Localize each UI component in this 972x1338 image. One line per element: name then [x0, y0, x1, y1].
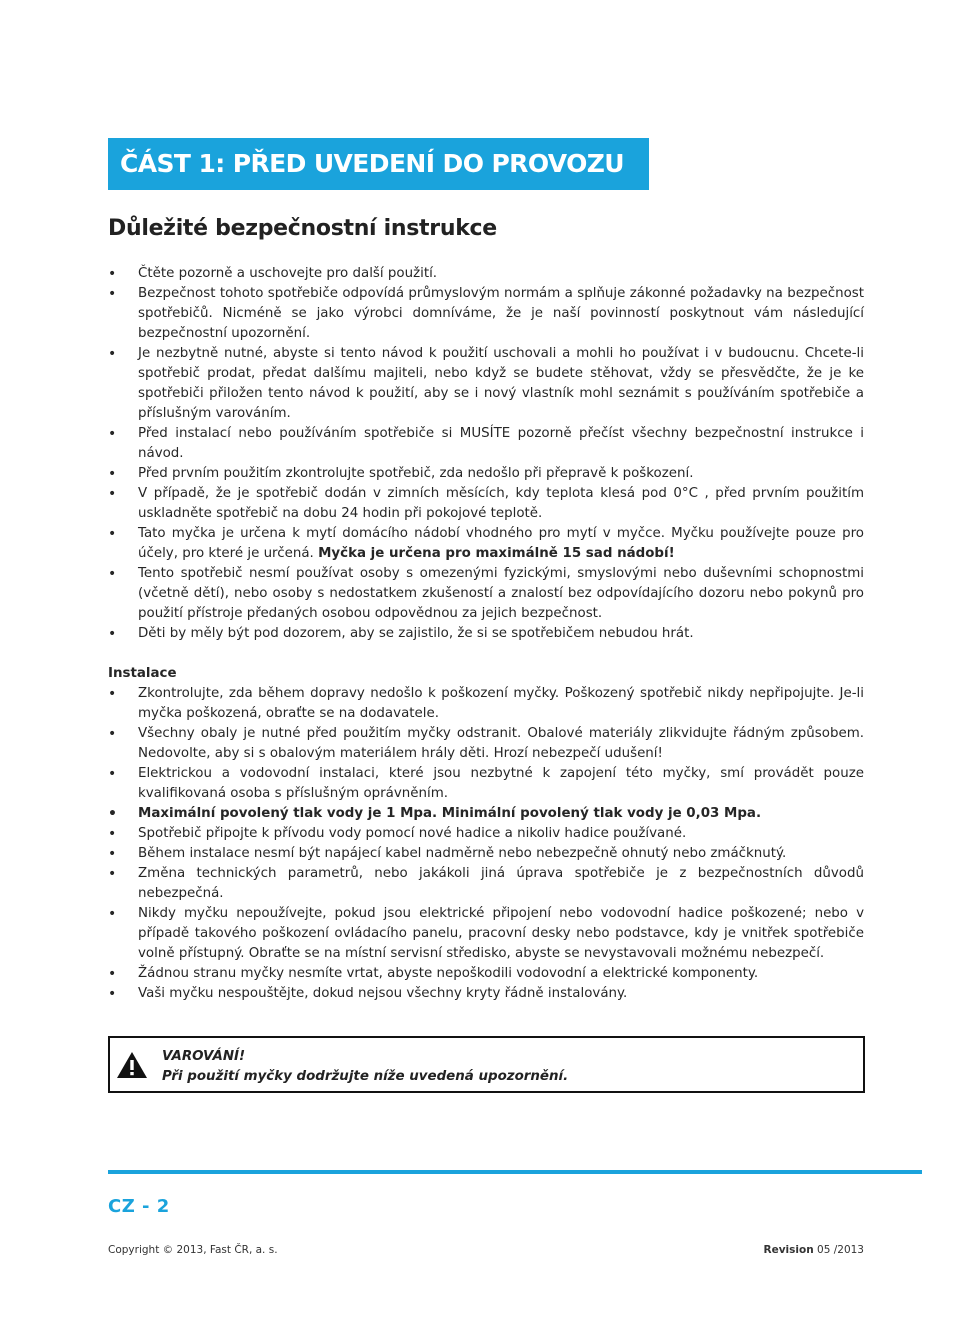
warning-title: VAROVÁNÍ!: [162, 1049, 246, 1064]
list-item: • Tento spotřebič nesmí používat osoby s omezenými fyzickými, smyslovými nebo duševními schopnostmi (včetně dětí), nebo osoby s nedostatkem zkušeností a znalostí bez odpovídajícího dozoru nebo pokynů pro použití přístroje předaných osobou odpovědnou za jejich bezpečnost.: [108, 564, 864, 624]
main-content: [108, 264, 864, 1004]
capacity-bold-text: Myčka je určena pro maximálně 15 sad nádobí!: [318, 546, 675, 561]
footer-divider: [108, 1170, 922, 1174]
list-item: • Během instalace nesmí být napájecí kabel nadměrně nebo nebezpečně ohnutý nebo zmáčknutý.: [108, 844, 864, 864]
warning-box: [108, 1036, 865, 1093]
page-number: CZ - 2: [108, 1196, 170, 1217]
warning-triangle-icon: [116, 1051, 148, 1079]
list-item: • Změna technických parametrů, nebo jakákoli jiná úprava spotřebiče je z bezpečnostních důvodů nebezpečná.: [108, 864, 864, 904]
list-item: • Zkontrolujte, zda během dopravy nedošlo k poškození myčky. Poškozený spotřebič nikdy nepřipojujte. Je-li myčka poškozená, obraťte se na dodavatele.: [108, 684, 864, 724]
list-item-capacity: [108, 524, 864, 564]
list-item-pressure: • Maximální povolený tlak vody je 1 Mpa. Minimální povolený tlak vody je 0,03 Mpa.: [108, 804, 864, 824]
list-item: • Bezpečnost tohoto spotřebiče odpovídá průmyslovým normám a splňuje zákonné požadavky na bezpečnost spotřebičů. Nicméně se jako výrobci domníváme, že je naší povinností poskytnout vám následující bezpečnostní upozornění.: [108, 284, 864, 344]
list-item: • V případě, že je spotřebič dodán v zimních měsících, kdy teplota klesá pod 0°C , před prvním použitím uskladněte spotřebič na dobu 24 hodin při pokojové teplotě.: [108, 484, 864, 524]
list-item: • Před instalací nebo používáním spotřebiče si MUSÍTE pozorně přečíst všechny bezpečnostní instrukce i návod.: [108, 424, 864, 464]
capacity-text: Tato myčka je určena k mytí domácího nádobí vhodného pro mytí v myčce. Myčku používejte pouze pro účely, pro které je určená.: [138, 526, 864, 561]
list-item: • Spotřebič připojte k přívodu vody pomocí nové hadice a nikoliv hadice používané.: [108, 824, 864, 844]
list-item: • Před prvním použitím zkontrolujte spotřebič, zda nedošlo při přepravě k poškození.: [108, 464, 864, 484]
installation-heading: Instalace: [108, 666, 177, 681]
list-item: • Všechny obaly je nutné před použitím myčky odstranit. Obalové materiály zlikvidujte řádným způsobem. Nedovolte, aby si s obalovým materiálem hrály děti. Hrozí nebezpečí udušení!: [108, 724, 864, 764]
revision-value: 05 /2013: [817, 1244, 864, 1256]
installation-list: [108, 684, 864, 1004]
page-subtitle: Důležité bezpečnostní instrukce: [108, 216, 497, 241]
safety-list: [108, 264, 864, 644]
list-item: • Vaši myčku nespouštějte, dokud nejsou všechny kryty řádně instalovány.: [108, 984, 864, 1004]
warning-text-block: [162, 1047, 568, 1087]
warning-message: Při použití myčky dodržujte níže uvedená upozornění.: [162, 1069, 569, 1084]
revision-info: [763, 1244, 864, 1256]
list-item: • Nikdy myčku nepoužívejte, pokud jsou elektrické připojení nebo vodovodní hadice poškozené; nebo v případě takového poškození ovládacího panelu, pracovní desky nebo podstavce, kdy je vnitřek spotřebiče volně přístupný. Obraťte se na místní servisní středisko, abyste se nevystavovali možnému nebezpečí.: [108, 904, 864, 964]
list-item: • Elektrickou a vodovodní instalaci, které jsou nezbytné k zapojení této myčky, smí provádět pouze kvalifikovaná osoba s příslušným oprávněním.: [108, 764, 864, 804]
list-item: • Děti by měly být pod dozorem, aby se zajistilo, že si se spotřebičem nebudou hrát.: [108, 624, 864, 644]
section-title-banner: ČÁST 1: PŘED UVEDENÍ DO PROVOZU: [108, 138, 649, 190]
list-item: • Žádnou stranu myčky nesmíte vrtat, abyste nepoškodili vodovodní a elektrické komponenty.: [108, 964, 864, 984]
copyright-text: Copyright © 2013, Fast ČR, a. s.: [108, 1244, 278, 1256]
list-item: • Čtěte pozorně a uschovejte pro další použití.: [108, 264, 864, 284]
list-item: • Je nezbytně nutné, abyste si tento návod k použití uschovali a mohli ho používat i v budoucnu. Chcete-li spotřebič prodat, předat dalšímu majiteli, nebo když se budete stěhovat, vždy se přesvědčte, že je ke spotřebiči přiložen tento návod k použití, aby se i nový vlastník mohl seznámit s používáním spotřebiče a příslušným varováním.: [108, 344, 864, 424]
revision-label: Revision: [763, 1244, 814, 1256]
